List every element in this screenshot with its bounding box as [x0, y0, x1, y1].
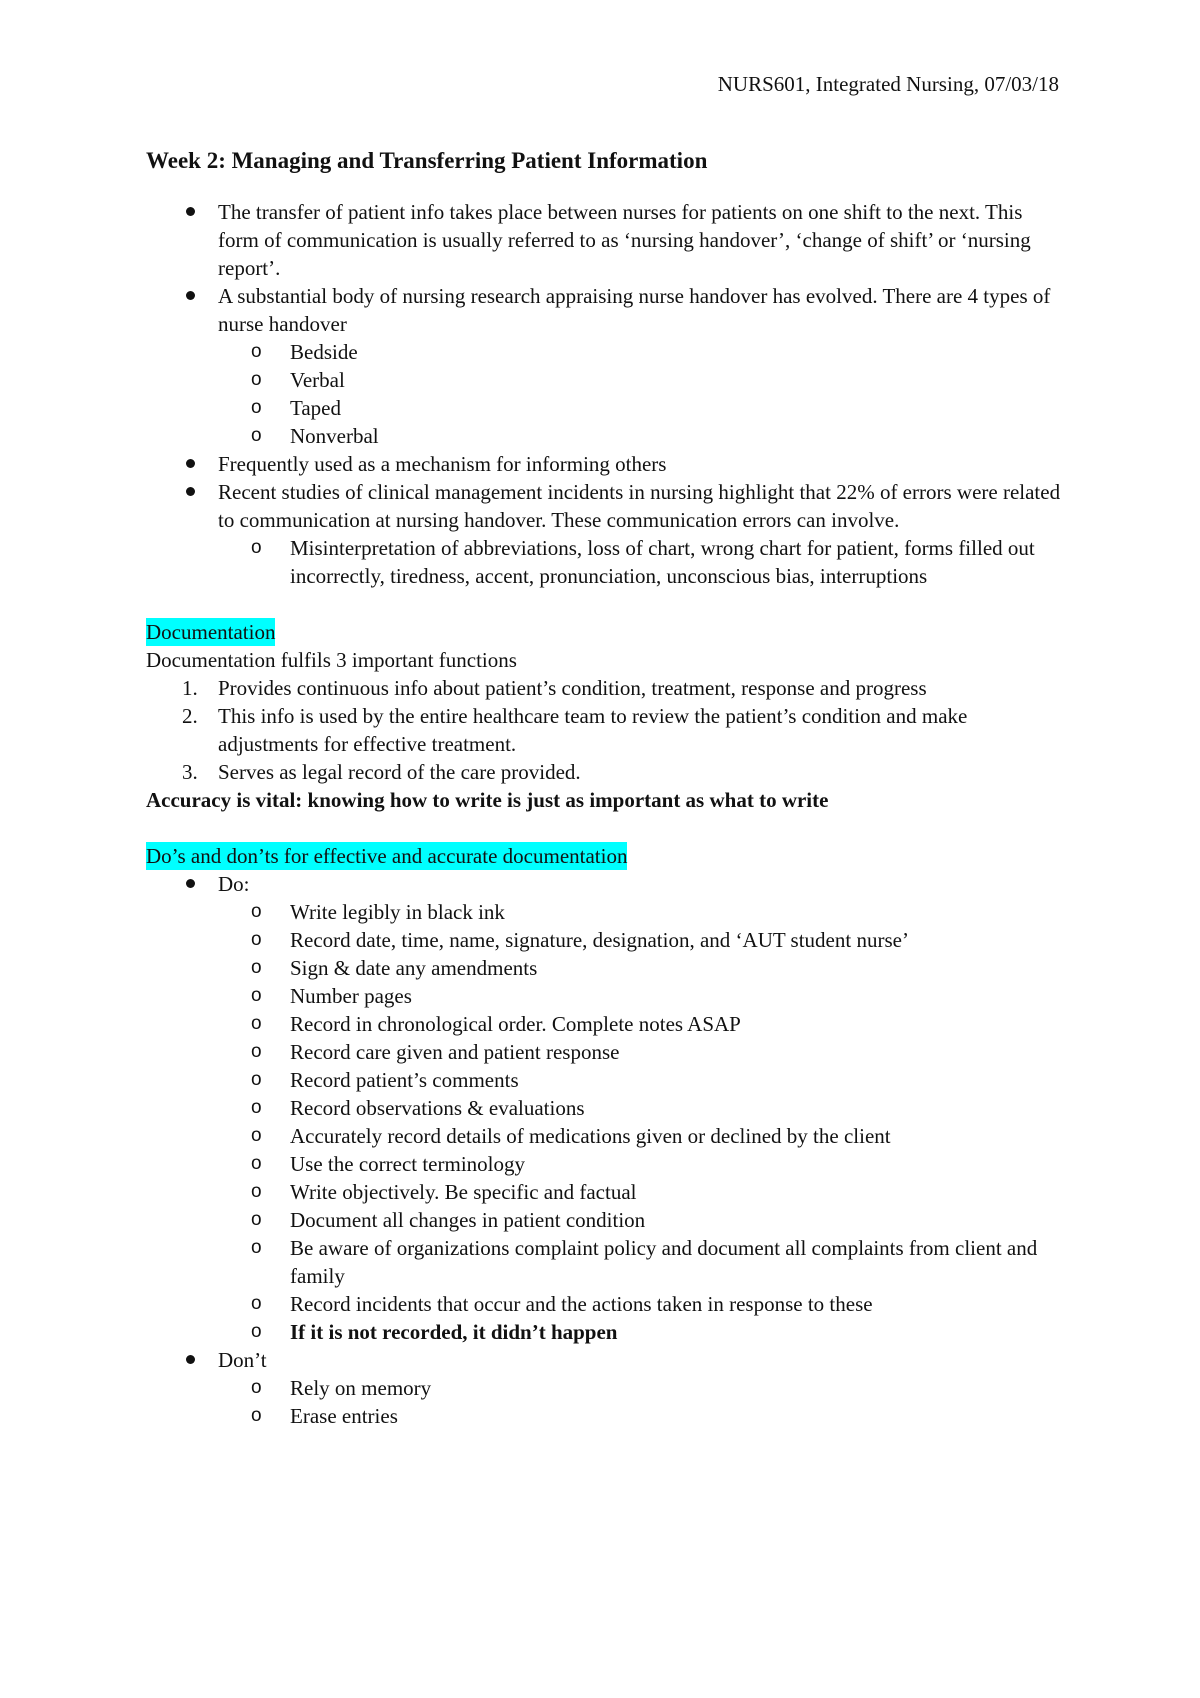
sub-bullet-icon: o	[251, 1153, 262, 1174]
list-item	[216, 1150, 1061, 1178]
sub-item-text: Record incidents that occur and the actions taken in response to these	[290, 1292, 873, 1316]
bullet-text: The transfer of patient info takes place between nurses for patients on one shift to the next. This form of communication is usually referred to as ‘nursing handover’, ‘change of shift’ or ‘nursing report’.	[218, 200, 1031, 280]
list-item	[216, 898, 1061, 926]
sub-bullet-icon: o	[251, 957, 262, 978]
sub-item-text: Write objectively. Be specific and factual	[290, 1180, 637, 1204]
list-item	[216, 926, 1061, 954]
sub-item-text: Record care given and patient response	[290, 1040, 620, 1064]
sub-item-text: Record date, time, name, signature, designation, and ‘AUT student nurse’	[290, 928, 909, 952]
dos-donts-list	[146, 870, 1061, 1430]
sub-bullet-icon: o	[251, 425, 262, 446]
error-causes-list	[218, 534, 1061, 590]
list-item	[146, 478, 1061, 590]
sub-item-text: Number pages	[290, 984, 412, 1008]
list-item	[146, 870, 1061, 1346]
list-item	[216, 1234, 1061, 1290]
list-item	[216, 338, 1061, 366]
sub-bullet-icon: o	[251, 1209, 262, 1230]
sub-item-text: Be aware of organizations complaint policy and document all complaints from client and family	[290, 1236, 1038, 1288]
sub-item-text: If it is not recorded, it didn’t happen	[290, 1320, 618, 1344]
handover-types-list	[218, 338, 1061, 450]
sub-item-text: Verbal	[290, 368, 345, 392]
do-label: Do:	[218, 872, 250, 896]
bullet-icon	[186, 207, 195, 216]
sub-bullet-icon: o	[251, 985, 262, 1006]
sub-bullet-icon: o	[251, 369, 262, 390]
list-item	[216, 1038, 1061, 1066]
item-number: 2.	[182, 704, 198, 728]
sub-bullet-icon: o	[251, 1293, 262, 1314]
list-item	[146, 1346, 1061, 1430]
sub-item-text: Record observations & evaluations	[290, 1096, 585, 1120]
list-item	[216, 1206, 1061, 1234]
list-item	[216, 1122, 1061, 1150]
list-item	[216, 1010, 1061, 1038]
sub-bullet-icon: o	[251, 1097, 262, 1118]
dont-items-list	[218, 1374, 1061, 1430]
sub-bullet-icon: o	[251, 1321, 262, 1342]
list-item	[216, 534, 1061, 590]
list-item	[146, 198, 1061, 282]
list-item	[216, 954, 1061, 982]
bullet-icon	[186, 879, 195, 888]
sub-item-text: Taped	[290, 396, 342, 420]
sub-item-text: Rely on memory	[290, 1376, 432, 1400]
documentation-intro: Documentation fulfils 3 important functions	[146, 648, 517, 672]
sub-item-text: Sign & date any amendments	[290, 956, 538, 980]
item-number: 1.	[182, 676, 198, 700]
bullet-icon	[186, 1355, 195, 1364]
list-item	[216, 1066, 1061, 1094]
sub-bullet-icon: o	[251, 1125, 262, 1146]
sub-item-text: Write legibly in black ink	[290, 900, 505, 924]
list-item	[216, 1318, 1061, 1346]
do-items-list	[218, 898, 1061, 1346]
page-title: Week 2: Managing and Transferring Patient Information	[146, 148, 708, 173]
intro-bullet-list	[146, 198, 1061, 590]
bullet-text: Recent studies of clinical management incidents in nursing highlight that 22% of errors were related to communication at nursing handover. These communication errors can involve.	[218, 480, 1061, 532]
item-text: This info is used by the entire healthcare team to review the patient’s condition and make adjustments for effective treatment.	[218, 704, 968, 756]
list-item	[146, 450, 1061, 478]
sub-item-text: Bedside	[290, 340, 358, 364]
sub-item-text: Document all changes in patient condition	[290, 1208, 646, 1232]
sub-item-text: Use the correct terminology	[290, 1152, 525, 1176]
sub-item-text: Accurately record details of medications given or declined by the client	[290, 1124, 891, 1148]
dont-label: Don’t	[218, 1348, 267, 1372]
item-text: Serves as legal record of the care provided.	[218, 760, 581, 784]
sub-item-text: Erase entries	[290, 1404, 398, 1428]
dos-donts-heading: Do’s and don’ts for effective and accurate documentation	[146, 844, 628, 868]
item-number: 3.	[182, 760, 198, 784]
bullet-icon	[186, 291, 195, 300]
sub-bullet-icon: o	[251, 1041, 262, 1062]
documentation-functions-list	[146, 674, 1061, 786]
sub-item-text: Nonverbal	[290, 424, 379, 448]
list-item	[216, 1402, 1061, 1430]
item-text: Provides continuous info about patient’s condition, treatment, response and progress	[218, 676, 927, 700]
document-body	[146, 146, 1061, 1430]
sub-bullet-icon: o	[251, 929, 262, 950]
accuracy-statement: Accuracy is vital: knowing how to write is just as important as what to write	[146, 788, 829, 812]
sub-bullet-icon: o	[251, 341, 262, 362]
sub-bullet-icon: o	[251, 1013, 262, 1034]
sub-bullet-icon: o	[251, 1237, 262, 1258]
bullet-text: A substantial body of nursing research appraising nurse handover has evolved. There are 4 types of nurse handover	[218, 284, 1051, 336]
list-item	[216, 982, 1061, 1010]
sub-bullet-icon: o	[251, 397, 262, 418]
sub-bullet-icon: o	[251, 537, 262, 558]
list-item	[216, 1094, 1061, 1122]
sub-bullet-icon: o	[251, 901, 262, 922]
list-item	[216, 394, 1061, 422]
bullet-icon	[186, 487, 195, 496]
list-item	[216, 422, 1061, 450]
sub-item-text: Record patient’s comments	[290, 1068, 519, 1092]
course-header: NURS601, Integrated Nursing, 07/03/18	[717, 72, 1059, 96]
list-item	[216, 1374, 1061, 1402]
documentation-heading: Documentation	[146, 620, 276, 644]
bullet-text: Frequently used as a mechanism for informing others	[218, 452, 667, 476]
list-item	[146, 702, 1061, 758]
sub-bullet-icon: o	[251, 1377, 262, 1398]
list-item	[216, 1290, 1061, 1318]
list-item	[216, 366, 1061, 394]
sub-item-text: Misinterpretation of abbreviations, loss of chart, wrong chart for patient, forms filled out incorrectly, tiredness, accent, pronunciation, unconscious bias, interruptions	[290, 536, 1035, 588]
list-item	[146, 758, 1061, 786]
sub-item-text: Record in chronological order. Complete notes ASAP	[290, 1012, 741, 1036]
sub-bullet-icon: o	[251, 1069, 262, 1090]
bullet-icon	[186, 459, 195, 468]
sub-bullet-icon: o	[251, 1181, 262, 1202]
sub-bullet-icon: o	[251, 1405, 262, 1426]
list-item	[146, 674, 1061, 702]
list-item	[216, 1178, 1061, 1206]
list-item	[146, 282, 1061, 450]
